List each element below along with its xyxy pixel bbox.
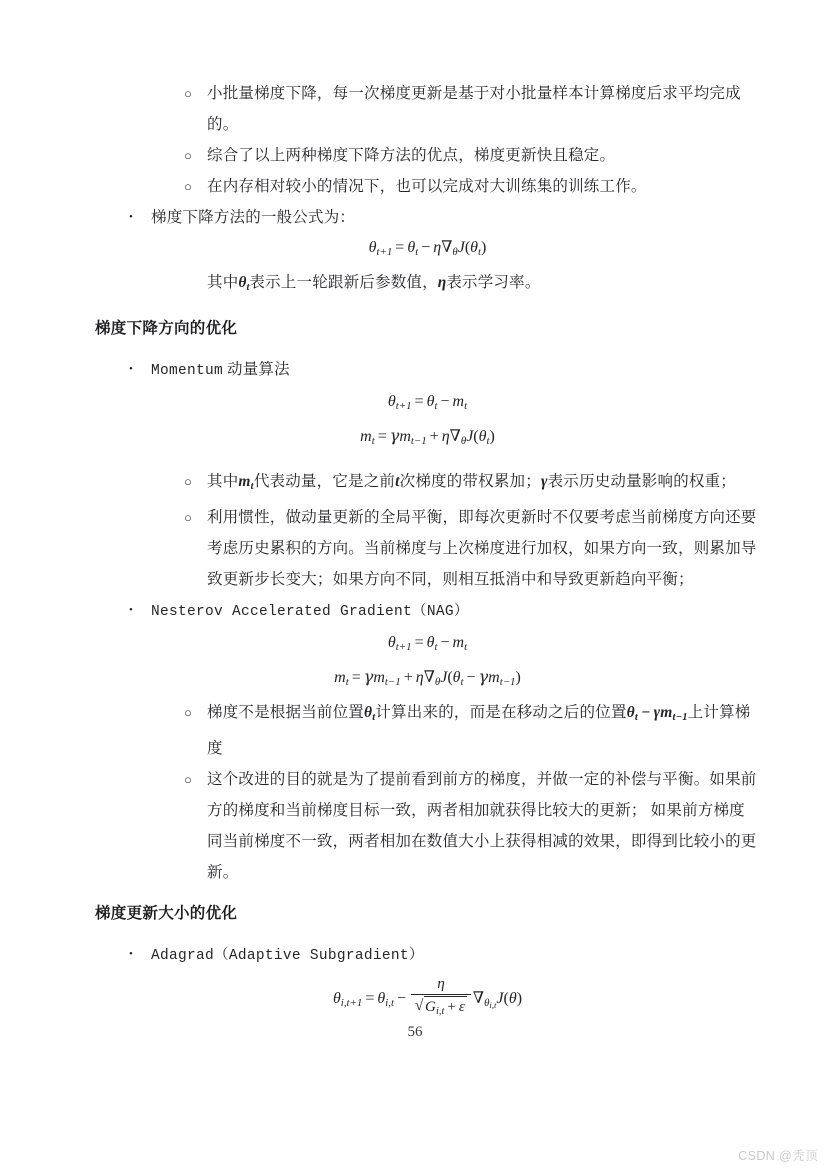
text-fragment: 其中	[207, 473, 239, 491]
formula-general-note	[95, 267, 760, 303]
formula-adagrad: $\theta_{i,t+1} = \theta_{i,t}$ − η √ $G_{i,t} + \varepsilon$ $\nabla_{\theta_{i,t}}J(\theta)$	[95, 972, 760, 1032]
symbol-m-t: $m_t$	[238, 473, 254, 492]
symbol-eta: η	[437, 274, 447, 292]
list-item	[95, 171, 760, 202]
symbol-theta-t-2: $\theta_t$	[626, 704, 638, 723]
list-item-text: 这个改进的目的就是为了提前看到前方的梯度，并做一定的补偿与平衡。如果前方的梯度和当前梯度目标一致，两者相加就获得比较大的更新； 如果前方梯度同当前梯度不一致，两者相加在数值大小上获得相减的效果，即得到比较小的更新。	[207, 770, 757, 881]
note-prefix: 其中	[207, 274, 239, 292]
text-fragment: 代表动量，它是之前	[253, 473, 396, 491]
text-fragment: 表示历史动量影响的权重；	[547, 473, 737, 491]
symbol-t: t	[395, 473, 400, 491]
list-item	[95, 140, 760, 171]
nag-title-latin: Nesterov Accelerated Gradient	[151, 603, 413, 620]
formula-nag-theta: $\theta_{t+1} = \theta_t - m_t$	[387, 633, 468, 653]
list-item-text: 梯度下降方法的一般公式为：	[151, 209, 356, 226]
list-item-text: 利用惯性，做动量更新的全局平衡，即每次更新时不仅要考虑当前梯度方向还要考虑历史累积的方向。当前梯度与上次梯度进行加权，如果方向一致，则累加导致更新步长变大；如果方向不同，则相互抵消中和导致更新趋向平衡；	[207, 508, 757, 588]
bullet-disc-icon: •	[129, 603, 133, 616]
list-item	[95, 202, 760, 233]
symbol-theta-t: $\theta_t$	[364, 704, 376, 723]
list-item-nag	[95, 595, 760, 628]
csdn-watermark: CSDN @秃顶	[738, 1149, 818, 1163]
bullet-disc-icon: •	[129, 211, 133, 223]
formula-momentum-theta: $\theta_{t+1} = \theta_t - m_t$	[387, 392, 468, 412]
list-item	[95, 502, 760, 595]
list-item-momentum	[95, 354, 760, 387]
list-item-adagrad	[95, 939, 760, 972]
symbol-gamma-m: $\gamma m_{t-1}$	[653, 704, 688, 723]
nag-title-paren: （NAG）	[412, 603, 469, 620]
bullet-disc-icon: •	[129, 362, 133, 375]
section-heading-magnitude: 梯度更新大小的优化	[95, 904, 238, 922]
formula-general-gradient-descent: $\theta_{t+1} = \theta_t - \eta\nabla_\theta J(\theta_t)$	[368, 239, 487, 259]
list-item	[95, 78, 760, 140]
bullet-circle-icon: ○	[184, 148, 192, 163]
bullet-circle-icon: ○	[184, 771, 192, 787]
text-fragment: 梯度不是根据当前位置	[207, 704, 365, 722]
bullet-circle-icon: ○	[184, 86, 192, 101]
momentum-title-latin: Momentum	[151, 362, 224, 379]
note-middle: 表示上一轮跟新后参数值，	[249, 274, 438, 292]
section-heading-direction: 梯度下降方向的优化	[95, 319, 238, 337]
formula-momentum-m: $m_t = \gamma m_{t-1} + \eta\nabla_\theta J(\theta_t)$	[360, 426, 495, 448]
bullet-circle-icon: ○	[184, 705, 192, 721]
list-item	[95, 466, 760, 502]
momentum-title-cjk: 动量算法	[227, 360, 290, 378]
bullet-circle-icon: ○	[184, 474, 192, 490]
text-fragment: 计算出来的，而是在移动之后的位置	[375, 704, 627, 722]
bullet-circle-icon: ○	[184, 509, 192, 525]
bullet-circle-icon: ○	[184, 179, 192, 194]
adagrad-title-paren: （Adaptive Subgradient）	[214, 947, 424, 964]
symbol-theta-t: $\theta_t$	[238, 274, 250, 293]
page-content	[95, 78, 760, 1032]
text-fragment: 上计算梯度	[207, 704, 751, 757]
list-item-text: 综合了以上两种梯度下降方法的优点，梯度更新快且稳定。	[207, 147, 616, 164]
adagrad-title-latin: Adagrad	[151, 947, 215, 964]
formula-nag-m: $m_t = \gamma m_{t-1} + \eta\nabla_\theta J(\theta_t - \gamma m_{t-1})$	[334, 667, 521, 689]
list-item-text: 在内存相对较小的情况下，也可以完成对大训练集的训练工作。	[207, 178, 647, 195]
list-item	[95, 697, 760, 764]
symbol-gamma: γ	[540, 473, 548, 491]
page-number: 56	[407, 1024, 423, 1040]
list-item-text: 小批量梯度下降，每一次梯度更新是基于对小批量样本计算梯度后求平均完成的。	[207, 85, 741, 133]
list-item	[95, 764, 760, 888]
bullet-disc-icon: •	[129, 947, 133, 960]
text-fragment: 次梯度的带权累加；	[399, 473, 541, 491]
adagrad-fraction: η √ $G_{i,t} + \varepsilon$	[411, 975, 471, 1018]
note-suffix: 表示学习率。	[446, 274, 541, 292]
symbol-minus: −	[641, 704, 651, 722]
